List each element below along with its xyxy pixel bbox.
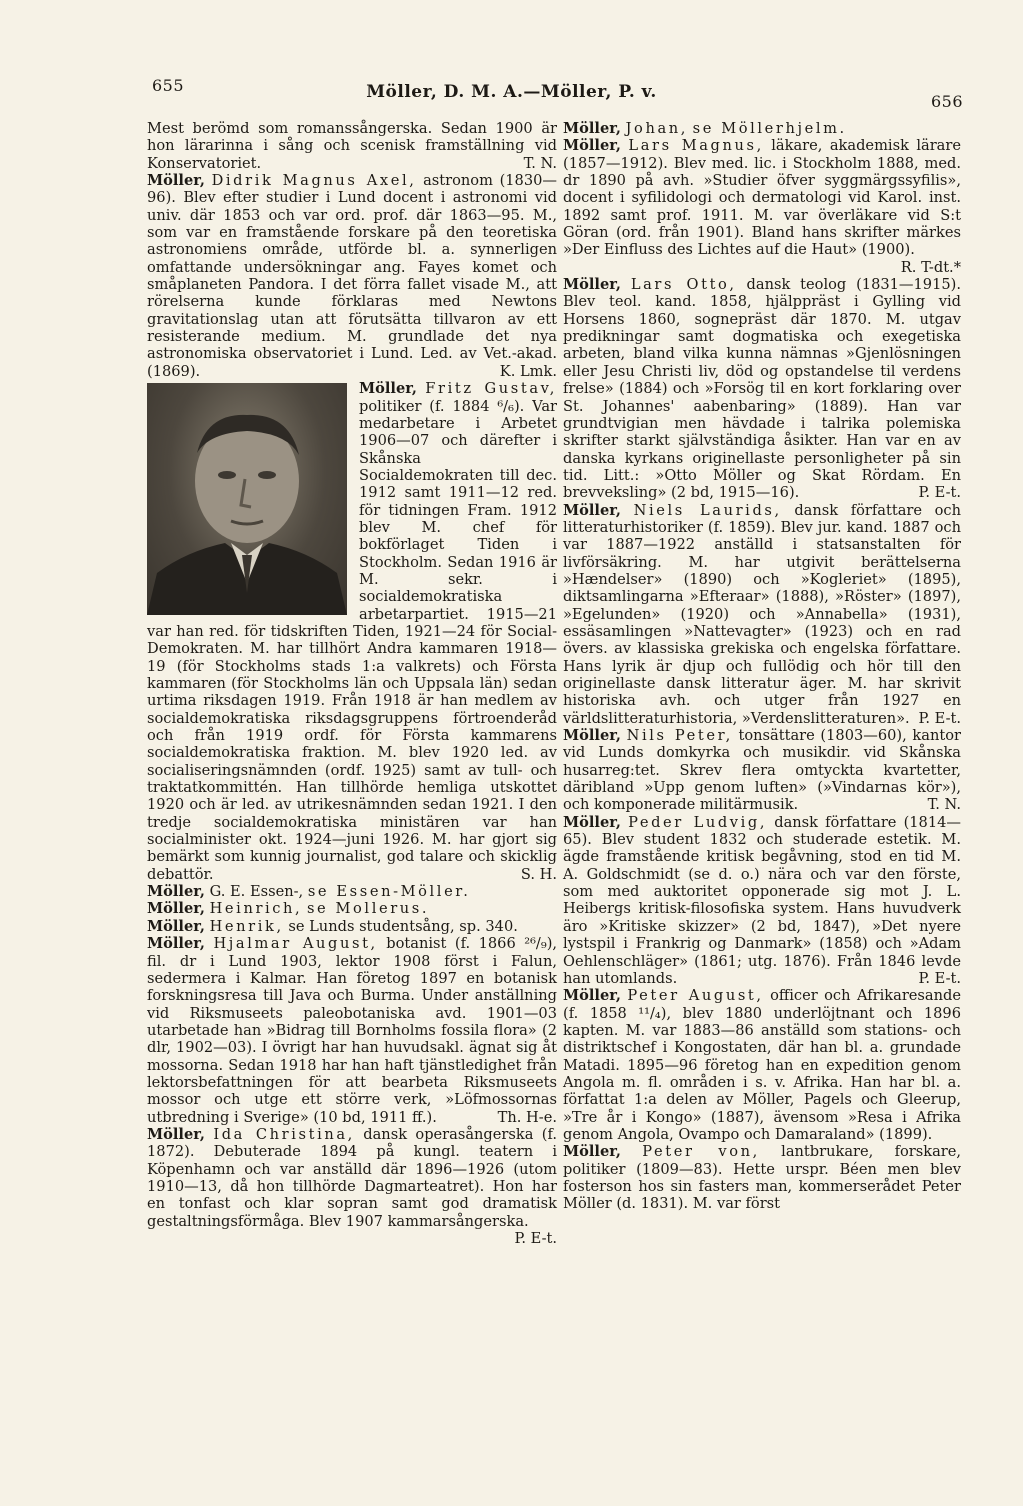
- entry-fritz-gustav: [147, 380, 557, 883]
- entry-peter-von: [563, 1143, 961, 1212]
- entry-body: officer och Afrikaresande (f. 1858 ¹¹/₄), blev 1880 underlöjtnant och 1896 kapten. M. var 1883—86 anställd som stations- och distriktschef i Kongostaten, där han bl. a. grundade Matadi. 1895—96 företog han en expedition genom Angola m. fl. områden i s. v. Afrika. Han har bl. a. författat 1:a delen av Möller, Pagels och Gleerup, »Tre år i Kongo» (1887), ävensom »Resa i Afrika genom Angola, Ovampo och Damaraland» (1899).: [563, 987, 961, 1143]
- entry-niels-laurids: [563, 502, 961, 727]
- entry-johan: [563, 120, 961, 137]
- entry-body: astronom (1830—96). Blev efter studier i Lund docent i astronomi vid univ. där 1853 och var ord. prof. där 1863—95. M., som var en framstående forskare på den teoretiska astronomiens område, utförde bl. a. synnerligen omfattande undersökningar ang. Fayes komet och småplaneten Pandora. I det förra fallet visade M., att rörelserna kunde förklaras med Newtons gravitationslag utan att förutsätta tillvaron av ett resisterande medium. M. grundlade det nya astronomiska observatoriet i Lund. Led. av Vet.-akad. (1869).: [147, 172, 557, 380]
- entry-headword: Möller,: [563, 120, 621, 137]
- entry-name: Heinrich,: [209, 900, 303, 918]
- entry-name: Lars Magnus,: [628, 137, 764, 155]
- right-column: [563, 120, 961, 1213]
- entry-signature: T. N.: [523, 154, 557, 172]
- entry-headword: Möller,: [359, 380, 417, 398]
- entry-signature: P. E-t.: [918, 709, 961, 727]
- left-column: [147, 120, 557, 1247]
- entry-signature: R. T-dt.*: [900, 258, 961, 276]
- entry-signature: K. Lmk.: [499, 362, 557, 380]
- entry-headword: Möller,: [563, 276, 621, 294]
- entry-headword: Möller,: [563, 501, 621, 519]
- page-number-right: 656: [930, 92, 963, 111]
- entry-name: Hjalmar August,: [213, 935, 378, 953]
- entry-body: se Essen-Möller.: [307, 883, 471, 901]
- entry-name: G. E. Essen-,: [209, 883, 304, 901]
- entry-lars-otto: [563, 276, 961, 501]
- entry-headword: Möller,: [147, 883, 205, 901]
- entry-headword: Möller,: [147, 172, 205, 190]
- entry-name: Didrik Magnus Axel,: [211, 172, 417, 190]
- entry-henrik: [147, 918, 557, 935]
- entry-ida-christina: [147, 1125, 557, 1247]
- entry-body: se Mollerus.: [306, 900, 430, 918]
- entry-name: Johan,: [625, 120, 688, 137]
- running-head: Möller, D. M. A.—Möller, P. v.: [366, 82, 657, 102]
- entry-signature: T. N.: [927, 796, 961, 814]
- entry-peder-ludvig: [563, 814, 961, 987]
- entry-body: dansk operasångerska (f. 1872). Debuterade 1894 på kungl. teatern i Köpenhamn och var anställd där 1896—1926 (utom 1910—13, då hon tillhörde Dagmarteatret). Hon har en tonfast och klar sopran samt god dramatisk gestaltningsförmåga. Blev 1907 kammarsångerska.: [147, 1125, 557, 1230]
- page-number-left: 655: [152, 76, 185, 95]
- entry-signature: S. H.: [520, 865, 557, 883]
- entry-body: lantbrukare, forskare, politiker (1809—83). Hette urspr. Béen men blev fosterson hos sin fasters man, kommerserådet Peter Möller (d. 1831). M. var först: [563, 1143, 962, 1213]
- entry-name: Ida Christina,: [213, 1125, 355, 1143]
- entry-body: Mest berömd som romanssångerska. Sedan 1900 är hon lärarinna i sång och scenisk framställning vid Konservatoriet.: [147, 120, 557, 172]
- entry-name: Nils Peter,: [626, 727, 733, 745]
- entry-name: Lars Otto,: [630, 276, 737, 294]
- entry-body: politiker (f. 1884 ⁶/₆). Var medarbetare i Arbetet 1906—07 och därefter i Skånska Socialdemokraten till dec. 1912 samt 1911—12 red. för tidningen Fram. 1912 blev M. chef för bokförlaget Tiden i Stockholm. Sedan 1916 är M. sekr. i socialdemokratiska arbetarpartiet. 1915—21 var han red. för tidskriften Tiden, 1921—24 för Social-Demokraten. M. har tillhört Andra kammaren 1918—19 (för Stockholms stads 1:a valkrets) och Första kammaren (för Stockholms län och Uppsala län) sedan urtima riksdagen 1919. Från 1918 är han medlem av socialdemokratiska riksdagsgruppens förtroenderåd och från 1919 ordf. för Första kammarens socialdemokratiska fraktion. M. blev 1920 led. av socialiseringsnämnden (ordf. 1925) samt av tull- och traktatkommittén. Han tillhörde hemliga utskottet 1920 och är led. av utrikesnämnden sedan 1921. I den tredje socialdemokratiska ministären var han socialminister okt. 1924—juni 1926. M. har gjort sig bemärkt som kunnig journalist, god talare och skicklig debattör.: [147, 397, 557, 883]
- entry-signature: P. E-t.: [514, 1230, 557, 1247]
- entry-nils-peter: [563, 727, 961, 814]
- entry-signature: P. E-t.: [918, 484, 961, 502]
- entry-headword: Möller,: [563, 813, 621, 831]
- entry-name: Peter von,: [642, 1143, 760, 1161]
- entry-hjalmar-august: [147, 935, 557, 1126]
- entry-body: se Möllerhjelm.: [692, 120, 847, 137]
- entry-headword: Möller,: [563, 987, 621, 1005]
- entry-name: Fritz Gustav,: [425, 380, 558, 398]
- entry-headword: Möller,: [563, 727, 621, 745]
- entry-headword: Möller,: [563, 137, 621, 155]
- entry-name: Henrik,: [209, 917, 284, 935]
- entry-g-e-essen: [147, 883, 557, 900]
- entry-body: dansk författare och litteraturhistoriker (f. 1859). Blev jur. kand. 1887 och var 1887—1922 anställd i statsanstalten för livförsäkring. M. har utgivit berättelserna »Hændelser» (1890) och »Kogleriet» (1895), diktsamlingarna »Efteraar» (1888), »Röster» (1897), »Egelunden» (1920) och »Annabella» (1931), essäsamlingen »Nattevagter» (1923) och en rad övers. av klassiska grekiska och engelska författare. Hans lyrik är djup och fullödig och hör till den originellaste dansk litteratur äger. M. har skrivit historiska avh. och utger från 1927 en världslitteraturhistoria, »Verdenslitteraturen».: [563, 501, 961, 727]
- entry-body: botanist (f. 1866 ²⁶/₉), fil. dr i Lund 1903, lektor 1908 först i Falun, sedermera i Kalmar. Han företog 1897 en botanisk forskningsresa till Java och Burma. Under anställning vid Riksmuseets paleobotaniska avd. 1901—03 utarbetade han »Bidrag till Bornholms fossila flora» (2 dlr, 1902—03). I övrigt har han huvudsakl. ägnat sig åt mossorna. Sedan 1918 har han haft tjänstledighet från lektorsbefattningen för att bearbeta Riksmuseets mossor och utge ett större verk, »Löfmossornas utbredning i Sverige» (10 bd, 1911 ff.).: [147, 935, 558, 1126]
- entry-heinrich: [147, 900, 557, 917]
- portrait-photo: [147, 383, 347, 615]
- entry-signature: Th. H-e.: [497, 1108, 557, 1126]
- entry-headword: Möller,: [147, 917, 205, 935]
- entry-body: läkare, akademisk lärare (1857—1912). Blev med. lic. i Stockholm 1888, med. dr 1890 på avh. »Studier öfver syggmärgssyfilis», docent i syfilidologi och dermatologi vid Karol. inst. 1892 samt prof. 1911. M. var överläkare vid S:t Göran (ord. från 1901). Bland hans skrifter märkes »Der Einfluss des Lichtes auf die Haut» (1900).: [563, 137, 961, 259]
- entry-headword: Möller,: [147, 1125, 205, 1143]
- entry-signature: P. E-t.: [918, 969, 961, 987]
- entry-headword: Möller,: [147, 935, 205, 953]
- entry-peter-august: [563, 987, 961, 1143]
- entry-lars-magnus: [563, 137, 961, 276]
- entry-name: Peter August,: [627, 987, 764, 1005]
- entry-didrik-magnus-axel: [147, 172, 557, 380]
- entry-body: tonsättare (1803—60), kantor vid Lunds domkyrka och musikdir. vid Skånska husarreg:tet. Skrev flera omtyckta kvartetter, däribland »Upp genom luften» (»Vindarnas kör»), och komponerade militärmusik.: [563, 727, 961, 814]
- entry-headword: Möller,: [147, 900, 205, 918]
- entry-body: se Lunds studentsång, sp. 340.: [288, 917, 518, 935]
- entry-body: dansk författare (1814—65). Blev student 1832 och studerade estetik. M. ägde framstående kritisk begåvning, stod en tid M. A. Goldschmidt (se d. o.) nära och var den förste, som med auktoritet opponerade sig mot J. L. Heibergs kritisk-filosofiska system. Hans huvudverk äro »Kritiske skizzer» (2 bd, 1847), »Det nyere lystspil i Frankrig og Danmark» (1858) och »Adam Oehlenschläger» (1861; utg. 1876). Från 1846 levde han utomlands.: [563, 813, 961, 987]
- entry-continuation: [147, 120, 557, 172]
- entry-name: Peder Ludvig,: [628, 813, 768, 831]
- entry-name: Niels Laurids,: [633, 501, 782, 519]
- entry-headword: Möller,: [563, 1143, 621, 1161]
- entry-body: dansk teolog (1831—1915). Blev teol. kand. 1858, hjälppräst i Gylling vid Horsens 1860, sognepräst där 1870. M. utgav predikningar samt dogmatiska och exegetiska arbeten, bland vilka kunna nämnas »Gjenlösningen eller Jesu Christi liv, död og opstandelse til verdens frelse» (1884) och »Forsög til en kort forklaring over St. Johannes' aabenbaring» (1889). Han var grundtvigian men hävdade i talrika polemiska skrifter starkt självständiga åsikter. Han var en av danska kyrkans originellaste personligheter på sin tid. Litt.: »Otto Möller og Skat Rördam. En brevveksling» (2 bd, 1915—16).: [563, 276, 961, 502]
